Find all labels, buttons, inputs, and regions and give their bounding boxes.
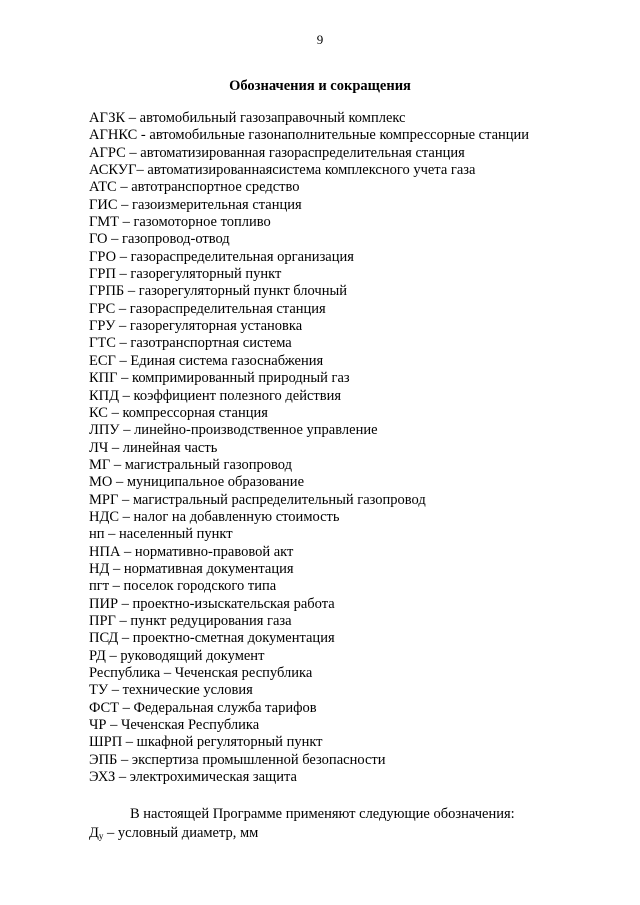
abbreviation-item: ТУ – технические условия	[89, 682, 253, 699]
abbreviation-item: НДС – налог на добавленную стоимость	[89, 508, 340, 525]
notation-subscript: у	[98, 831, 104, 841]
abbreviation-item: ГРПБ – газорегуляторный пункт блочный	[89, 283, 347, 300]
abbreviation-item: РД – руководящий документ	[89, 647, 265, 664]
abbreviation-item: ЛЧ – линейная часть	[89, 439, 218, 456]
abbreviation-item: АТС – автотранспортное средство	[89, 179, 300, 196]
abbreviation-item: МГ – магистральный газопровод	[89, 456, 292, 473]
notation-item	[89, 825, 589, 842]
abbreviation-item: АГРС – автоматизированная газораспределительная станция	[89, 144, 465, 161]
notation-definition: – условный диаметр, мм	[103, 825, 259, 841]
abbreviation-item: КС – компрессорная станция	[89, 404, 268, 421]
abbreviation-item: ШРП – шкафной регуляторный пункт	[89, 734, 323, 751]
abbreviation-item: ГМТ – газомоторное топливо	[89, 214, 271, 231]
abbreviation-item: ГТС – газотранспортная система	[89, 335, 292, 352]
abbreviation-item: ФСТ – Федеральная служба тарифов	[89, 699, 317, 716]
section-heading: Обозначения и сокращения	[229, 78, 411, 94]
abbreviation-item: КПД – коэффициент полезного действия	[89, 387, 342, 404]
abbreviation-item: нп – населенный пункт	[89, 526, 233, 543]
abbreviation-item: АГЗК – автомобильный газозаправочный комплекс	[89, 110, 406, 126]
notation-symbol: Д	[89, 825, 99, 841]
notation-intro: В настоящей Программе применяют следующие обозначения:	[130, 806, 515, 822]
abbreviation-item: Республика – Чеченская республика	[89, 665, 313, 681]
abbreviation-item: ЕСГ – Единая система газоснабжения	[89, 352, 324, 369]
page-number: 9	[316, 32, 324, 47]
abbreviation-item: НПА – нормативно-правовой акт	[89, 543, 294, 560]
abbreviation-item: МО – муниципальное образование	[89, 474, 305, 491]
abbreviation-item: ГРО – газораспределительная организация	[89, 248, 354, 265]
abbreviation-item: ГИС – газоизмерительная станция	[89, 196, 302, 213]
abbreviation-item: НД – нормативная документация	[89, 560, 294, 577]
abbreviation-item: пгт – поселок городского типа	[89, 578, 277, 595]
abbreviation-item: ЭХЗ – электрохимическая защита	[89, 769, 297, 786]
abbreviation-item: ГРП – газорегуляторный пункт	[89, 266, 282, 283]
abbreviation-item: ПСД – проектно-сметная документация	[89, 630, 335, 647]
abbreviation-item: АГНКС - автомобильные газонаполнительные компрессорные станции	[89, 127, 530, 144]
abbreviation-item: ГРУ – газорегуляторная установка	[89, 318, 303, 335]
abbreviation-item: ЭПБ – экспертиза промышленной безопасности	[89, 751, 386, 768]
abbreviation-item: ЧР – Чеченская Республика	[89, 717, 260, 734]
abbreviation-list	[89, 110, 589, 786]
abbreviation-item: ГРС – газораспределительная станция	[89, 300, 326, 317]
abbreviation-item: МРГ – магистральный распределительный газопровод	[89, 491, 426, 508]
abbreviation-item: ЛПУ – линейно-производственное управление	[89, 422, 378, 439]
abbreviation-item: АСКУГ– автоматизированнаясистема комплексного учета газа	[89, 162, 476, 179]
abbreviation-item: ПИР – проектно-изыскательская работа	[89, 595, 335, 612]
abbreviation-item: ГО – газопровод-отвод	[89, 231, 230, 248]
abbreviation-item: ПРГ – пункт редуцирования газа	[89, 612, 292, 629]
abbreviation-item: КПГ – компримированный природный газ	[89, 370, 350, 387]
